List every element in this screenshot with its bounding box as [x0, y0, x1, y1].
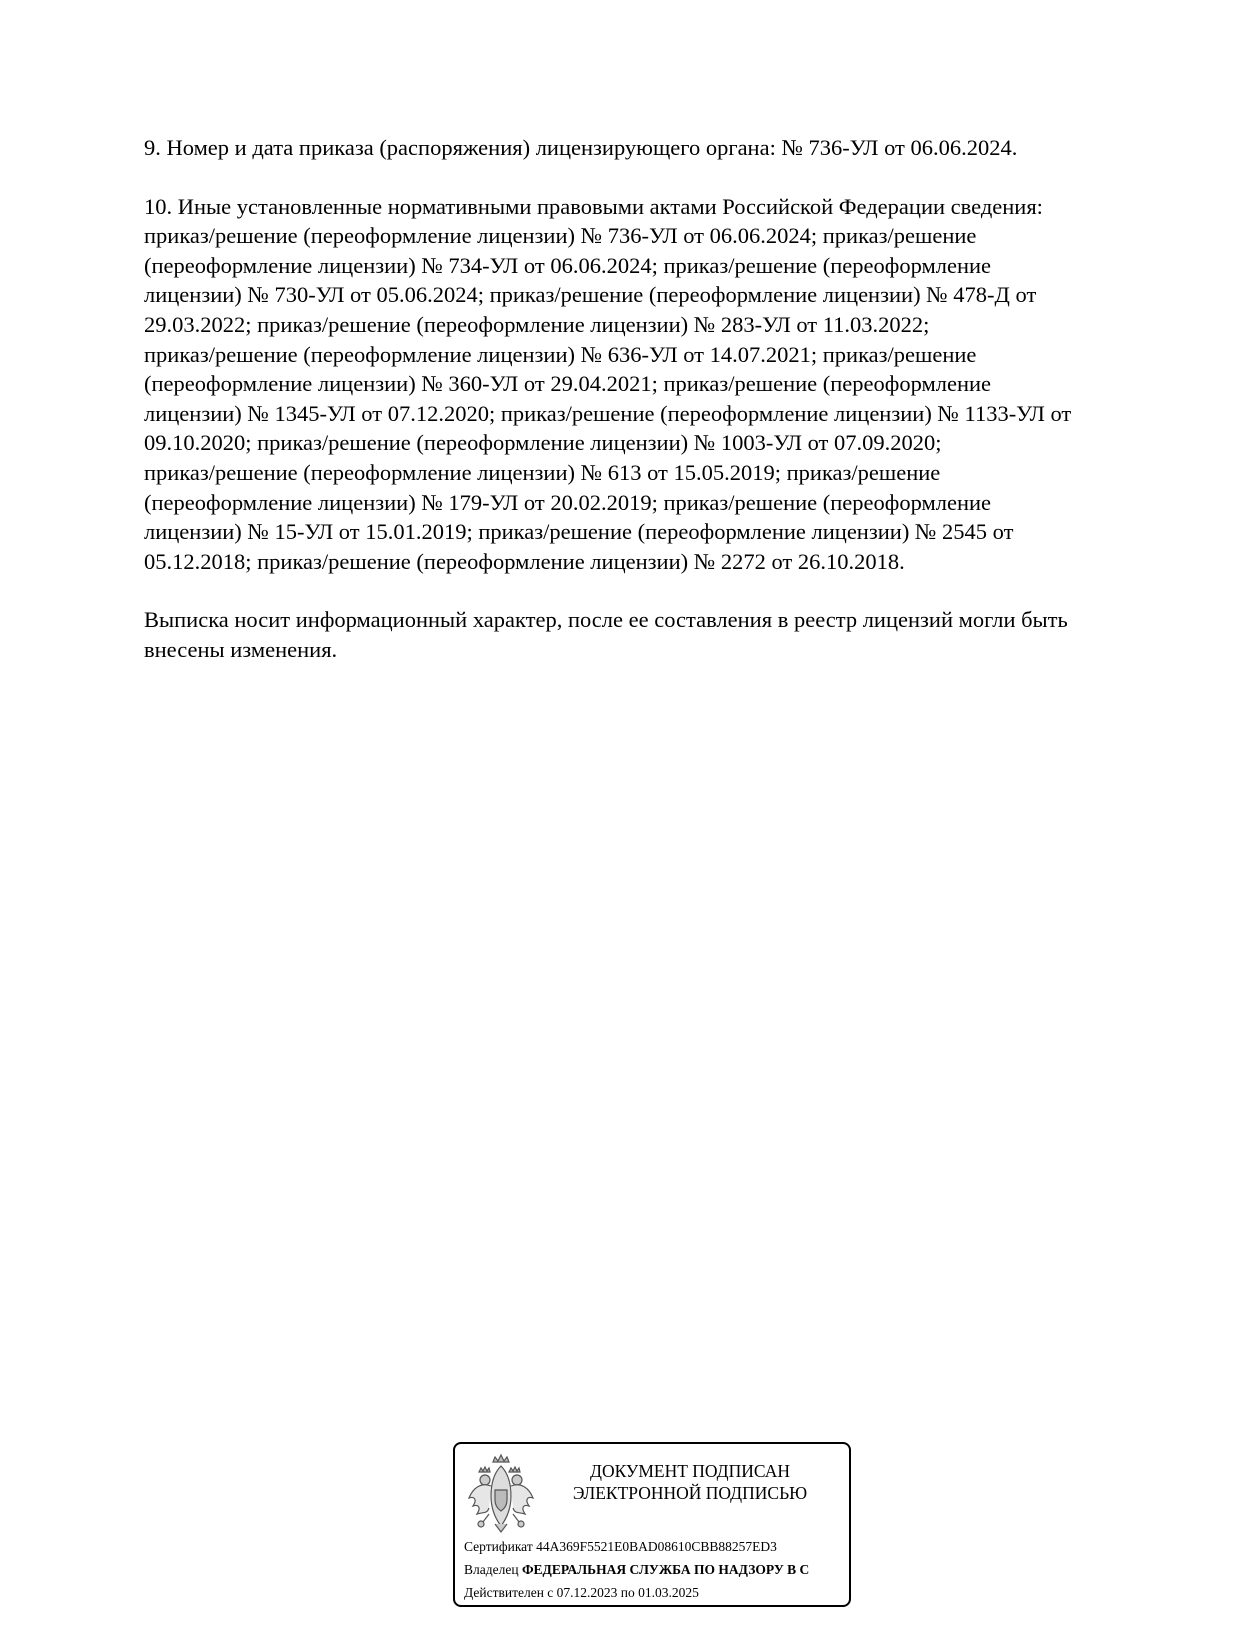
- paragraph-other-info: 10. Иные установленные нормативными правовыми актами Российской Федерации сведения: приказ/решение (переоформление лицензии) № 736-УЛ от 06.06.2024; приказ/решение (переоформление лицензии) № 734-УЛ от 06.06.2024; приказ/решение (переоформление лицензии) № 730-УЛ от 05.06.2024; приказ/решение (переоформление лицензии) № 478-Д от 29.03.2022; приказ/решение (переоформление лицензии) № 283-УЛ от 11.03.2022; приказ/решение (переоформление лицензии) № 636-УЛ от 14.07.2021; приказ/решение (переоформление лицензии) № 360-УЛ от 29.04.2021; приказ/решение (переоформление лицензии) № 1345-УЛ от 07.12.2020; приказ/решение (переоформление лицензии) № 1133-УЛ от 09.10.2020; приказ/решение (переоформление лицензии) № 1003-УЛ от 07.09.2020; приказ/решение (переоформление лицензии) № 613 от 15.05.2019; приказ/решение (переоформление лицензии) № 179-УЛ от 20.02.2019; приказ/решение (переоформление лицензии) № 15-УЛ от 15.01.2019; приказ/решение (переоформление лицензии) № 2545 от 05.12.2018; приказ/решение (переоформление лицензии) № 2272 от 26.10.2018.: [144, 193, 1072, 574]
- certificate-value: 44A369F5521E0BAD08610CBB88257ED3: [536, 1539, 777, 1554]
- stamp-title-line2: ЭЛЕКТРОННОЙ ПОДПИСЬЮ: [572, 1483, 808, 1503]
- paragraph-disclaimer: Выписка носит информационный характер, после ее составления в реестр лицензий могли быть внесены изменения.: [144, 607, 1068, 662]
- owner-line: [464, 1561, 809, 1579]
- stamp-title-line1: ДОКУМЕНТ ПОДПИСАН: [590, 1461, 790, 1481]
- owner-value: ФЕДЕРАЛЬНАЯ СЛУЖБА ПО НАДЗОРУ В С: [521, 1562, 810, 1577]
- certificate-line: [464, 1538, 777, 1556]
- stamp-title: [545, 1460, 835, 1504]
- electronic-signature-stamp: [453, 1442, 851, 1607]
- validity-line: Действителен с 07.12.2023 по 01.03.2025: [464, 1585, 699, 1600]
- coat-of-arms-icon: [465, 1452, 537, 1536]
- owner-label: Владелец: [464, 1562, 519, 1577]
- document-body: [144, 133, 1174, 694]
- certificate-label: Сертификат: [464, 1539, 533, 1554]
- paragraph-order-number: 9. Номер и дата приказа (распоряжения) лицензирующего органа: № 736-УЛ от 06.06.2024.: [144, 135, 1018, 160]
